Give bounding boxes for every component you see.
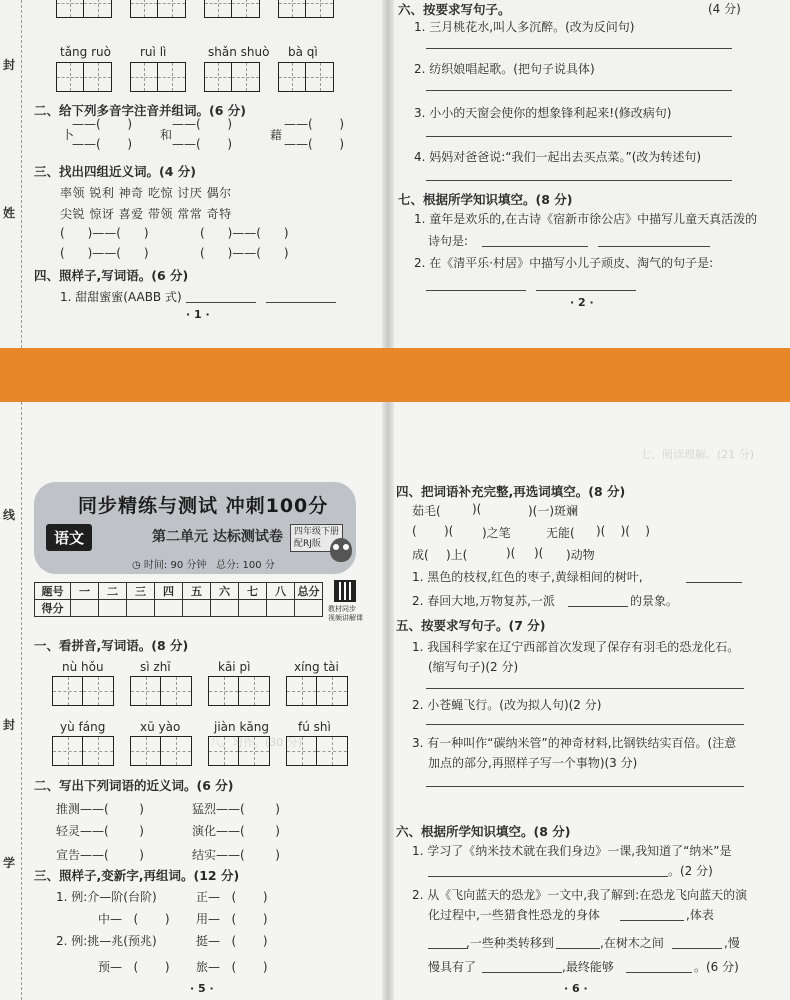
gutter-char: 姓 — [3, 206, 16, 220]
page-number: · 5 · — [190, 982, 214, 995]
answer-line[interactable] — [482, 246, 588, 247]
score-row-label: 得分 — [35, 600, 71, 617]
section-heading: 三、照样子,变新字,再组词。(12 分) — [34, 868, 240, 883]
page-number: · 2 · — [570, 296, 594, 309]
example-text: 1. 例:介—阶(台阶) — [56, 890, 157, 904]
synonym-prompt[interactable] — [56, 846, 144, 863]
score-cell[interactable] — [71, 600, 99, 617]
score-header-cell: 七 — [239, 583, 267, 600]
answer-line[interactable] — [568, 606, 628, 607]
score-cell[interactable] — [211, 600, 239, 617]
series-title: 同步精练与测试 冲刺100分 — [78, 495, 329, 517]
answer-line[interactable] — [186, 302, 256, 303]
score-header-cell: 八 — [267, 583, 295, 600]
question-text: ,慢 — [724, 936, 740, 950]
tian-box[interactable] — [208, 676, 270, 706]
close-paren: ) — [262, 934, 268, 948]
question-text: 1. 黑色的枝杈,红色的枣子,黄绿相间的树叶, — [412, 570, 643, 584]
question-text: 2. 纺织娘唱起歌。(把句子说具体) — [414, 62, 595, 76]
word-row: 尖锐 惊讶 喜爱 带领 常常 奇特 — [60, 207, 232, 221]
pinyin-label: bà qì — [288, 45, 318, 59]
question-text: 4. 妈妈对爸爸说:“我们一起出去买点菜。”(改为转述句) — [414, 150, 702, 164]
answer-pair[interactable]: ( )——( ) — [200, 246, 289, 260]
question-text: ,一些种类转移到 — [466, 936, 554, 950]
synonym-word: 演化——( — [192, 824, 245, 838]
section-heading: 二、给下列多音字注音并组词。(6 分) — [34, 103, 246, 118]
section-heading: 七、根据所学知识填空。(8 分) — [398, 192, 573, 207]
qr-code-icon[interactable] — [334, 580, 356, 602]
question-text: 慢具有了 — [428, 960, 477, 974]
answer-line[interactable] — [672, 948, 722, 949]
answer-paren[interactable]: ——( ) — [284, 137, 345, 151]
close-paren: ) — [275, 848, 280, 862]
score-cell[interactable] — [183, 600, 211, 617]
page-number: · 6 · — [564, 982, 588, 995]
answer-line[interactable] — [536, 290, 636, 291]
question-text: 加点的部分,再照样子写一个事物)(3 分) — [428, 756, 638, 770]
synonym-prompt[interactable] — [56, 800, 144, 817]
tian-box[interactable] — [204, 62, 260, 92]
section-heading: 五、按要求写句子。(7 分) — [396, 618, 546, 633]
score-cell[interactable] — [155, 600, 183, 617]
question-text: 2. 在《清平乐·村居》中描写小儿子顽皮、淘气的句子是: — [414, 256, 714, 270]
tian-box[interactable] — [130, 676, 192, 706]
score-header-row — [35, 583, 323, 600]
qr-caption: 教材同步 视频讲解课 — [328, 605, 363, 622]
time-limit: ◷ 时间: 90 分钟 — [132, 560, 207, 571]
total-score: 总分: 100 分 — [216, 560, 275, 571]
idiom-text: )( — [506, 546, 516, 560]
answer-paren[interactable]: ——( ) — [284, 117, 345, 131]
close-paren: ) — [139, 848, 144, 862]
question-text: 2. 从《飞向蓝天的恐龙》一文中,我了解到:在恐龙飞向蓝天的演 — [412, 888, 748, 902]
section-heading: 三、找出四组近义词。(4 分) — [34, 164, 196, 179]
pinyin-label: xū yào — [140, 720, 181, 734]
section-heading: 六、按要求写句子。 — [398, 2, 511, 17]
close-paren: ) — [262, 890, 268, 904]
idiom-text: 无能( — [546, 526, 575, 540]
question-text: 。(2 分) — [668, 864, 713, 878]
question-text: 1. 三月桃花水,叫人多沉醉。(改为反问句) — [414, 20, 635, 34]
synonym-word: 宣告——( — [56, 848, 109, 862]
close-paren: ) — [139, 802, 144, 816]
binding-gutter — [0, 402, 22, 1000]
tian-box[interactable] — [278, 0, 334, 18]
synonym-prompt[interactable] — [192, 822, 280, 839]
score-cell[interactable] — [267, 600, 295, 617]
answer-line[interactable] — [626, 972, 692, 973]
page-number: · 1 · — [186, 308, 210, 321]
score-header-cell: 六 — [211, 583, 239, 600]
close-paren: ) — [275, 824, 280, 838]
answer-line[interactable] — [620, 920, 684, 921]
owl-mascot-icon — [330, 538, 352, 562]
close-paren: ) — [139, 824, 144, 838]
question-text: 1. 甜甜蜜蜜(AABB 式) — [60, 290, 182, 304]
synonym-word: 结实——( — [192, 848, 245, 862]
idiom-text: )(一)斑斓 — [528, 504, 579, 518]
idiom-text: )( — [534, 546, 544, 560]
open-paren: ( — [133, 960, 139, 974]
gutter-char: 学 — [3, 856, 16, 870]
question-text: 3. 有一种叫作“碳纳米管”的神奇材料,比钢铁结实百倍。(注意 — [412, 736, 737, 750]
synonym-word: 轻灵——( — [56, 824, 109, 838]
question-text: 2. 小苍蝇飞行。(改为拟人句)(2 分) — [412, 698, 602, 712]
score-cell[interactable] — [295, 600, 323, 617]
synonym-prompt[interactable] — [56, 822, 144, 839]
unit-title: 第二单元 达标测试卷 — [152, 529, 283, 545]
answer-line[interactable] — [426, 688, 744, 689]
open-paren: ( — [231, 934, 237, 948]
tian-box[interactable] — [204, 0, 260, 18]
question-text: 1. 童年是欢乐的,在古诗《宿新市徐公店》中描写儿童天真活泼的 — [414, 212, 758, 226]
tian-box[interactable] — [56, 0, 112, 18]
open-paren: ( — [231, 890, 237, 904]
pinyin-label: xíng tài — [294, 660, 339, 674]
base-char: 用— — [196, 912, 221, 926]
close-paren: ) — [262, 960, 268, 974]
question-text: 3. 小小的天窗会使你的想象锋利起来!(修改病句) — [414, 106, 672, 120]
page-fold — [382, 402, 394, 1000]
synonym-prompt[interactable] — [192, 800, 280, 817]
score-table — [34, 582, 323, 617]
gutter-char: 封 — [3, 718, 16, 732]
subject-badge: 语文 — [46, 524, 92, 551]
pinyin-label: shǎn shuò — [208, 45, 270, 59]
score-note: (4 分) — [708, 2, 741, 16]
answer-line[interactable] — [426, 180, 732, 181]
idiom-text: )( — [444, 524, 454, 538]
tian-box[interactable] — [286, 676, 348, 706]
base-char: 旅— — [196, 960, 221, 974]
tian-box[interactable] — [52, 736, 114, 766]
pinyin-label: nù hǒu — [62, 660, 104, 674]
question-text: 。(6 分) — [694, 960, 739, 974]
binding-gutter — [0, 0, 22, 348]
score-header-cell: 五 — [183, 583, 211, 600]
idiom-text: 茹毛( — [412, 504, 441, 518]
answer-line[interactable] — [598, 246, 710, 247]
base-char: 挺— — [196, 934, 221, 948]
answer-line[interactable] — [426, 48, 732, 49]
pinyin-label: sì zhī — [140, 660, 171, 674]
answer-line[interactable] — [266, 302, 336, 303]
base-char: 正— — [196, 890, 221, 904]
tian-box[interactable] — [278, 62, 334, 92]
polyphone-char: 卜 — [62, 128, 75, 142]
char-prompt[interactable] — [98, 958, 170, 975]
score-header-cell: 二 — [99, 583, 127, 600]
gutter-char: 封 — [3, 58, 16, 72]
edition-line: 配RJ版 — [294, 539, 321, 549]
answer-line[interactable] — [426, 136, 732, 137]
idiom-text: )动物 — [566, 548, 595, 562]
answer-line[interactable] — [556, 948, 600, 949]
tian-box[interactable] — [130, 0, 186, 18]
question-text: ,体表 — [686, 908, 714, 922]
answer-pair[interactable]: ( )——( ) — [60, 226, 149, 240]
bleed-through-text: 八、习作。(30 分) — [210, 736, 303, 749]
grade-line: 四年级下册 — [294, 527, 340, 537]
open-paren: ( — [133, 912, 139, 926]
question-text: (缩写句子)(2 分) — [428, 660, 519, 674]
question-text: ,最终能够 — [562, 960, 614, 974]
score-cell[interactable] — [239, 600, 267, 617]
answer-line[interactable] — [426, 724, 744, 725]
question-text: 化过程中,一些猎食性恐龙的身体 — [428, 908, 600, 922]
section-heading: 四、把词语补充完整,再选词填空。(8 分) — [396, 484, 626, 499]
open-paren: ( — [231, 960, 237, 974]
bottom-exam-sheet — [0, 402, 790, 1000]
question-text: 的景象。 — [630, 594, 679, 608]
pinyin-label: kāi pì — [218, 660, 251, 674]
question-text: ,在树木之间 — [600, 936, 664, 950]
answer-line[interactable] — [686, 582, 742, 583]
idiom-text: )( )( ) — [596, 524, 650, 538]
tian-box[interactable] — [286, 736, 348, 766]
answer-paren[interactable]: ——( ) — [72, 137, 133, 151]
tian-box[interactable] — [208, 736, 270, 766]
score-header-cell: 题号 — [35, 583, 71, 600]
question-text: 1. 我国科学家在辽宁西部首次发现了保存有羽毛的恐龙化石。 — [412, 640, 740, 654]
base-char: 预— — [98, 960, 123, 974]
section-heading: 一、看拼音,写词语。(8 分) — [34, 638, 189, 653]
score-cell[interactable] — [127, 600, 155, 617]
tian-box[interactable] — [52, 676, 114, 706]
pinyin-label: yù fáng — [60, 720, 106, 734]
gutter-char: 线 — [3, 508, 16, 522]
answer-line[interactable] — [428, 948, 468, 949]
close-paren: ) — [164, 960, 170, 974]
close-paren: ) — [262, 912, 268, 926]
synonym-prompt[interactable] — [192, 846, 280, 863]
section-heading: 二、写出下列词语的近义词。(6 分) — [34, 778, 234, 793]
idiom-text: 成( — [412, 548, 429, 562]
score-header-cell: 三 — [127, 583, 155, 600]
idiom-text: ( — [412, 524, 417, 538]
answer-paren[interactable]: ——( ) — [72, 117, 133, 131]
tian-box[interactable] — [130, 736, 192, 766]
idiom-text: )上( — [446, 548, 468, 562]
synonym-word: 猛烈——( — [192, 802, 245, 816]
idiom-text: )之笔 — [482, 526, 511, 540]
close-paren: ) — [164, 912, 170, 926]
char-prompt[interactable] — [196, 888, 268, 905]
page-fold — [382, 0, 394, 348]
char-prompt[interactable] — [196, 910, 268, 927]
polyphone-char: 和 — [160, 128, 173, 142]
answer-line[interactable] — [428, 876, 668, 877]
idiom-text: )( — [472, 502, 482, 516]
tian-box[interactable] — [130, 62, 186, 92]
score-header-cell: 四 — [155, 583, 183, 600]
score-cell[interactable] — [99, 600, 127, 617]
answer-line[interactable] — [482, 972, 562, 973]
answer-line[interactable] — [426, 786, 744, 787]
bleed-through-text: 七、阅读理解。(21 分) — [640, 448, 755, 461]
close-paren: ) — [275, 802, 280, 816]
open-paren: ( — [231, 912, 237, 926]
char-prompt[interactable] — [196, 958, 268, 975]
top-exam-sheet — [0, 0, 790, 348]
section-heading: 四、照样子,写词语。(6 分) — [34, 268, 189, 283]
test-banner — [34, 482, 356, 574]
answer-pair[interactable]: ( )——( ) — [60, 246, 149, 260]
char-prompt[interactable] — [196, 932, 268, 949]
pinyin-label: tǎng ruò — [60, 45, 111, 59]
synonym-word: 推测——( — [56, 802, 109, 816]
score-header-cell: 总分 — [295, 583, 323, 600]
pinyin-label: fú shì — [298, 720, 331, 734]
example-text: 2. 例:挑—兆(预兆) — [56, 934, 157, 948]
question-text: 诗句是: — [428, 234, 469, 248]
section-heading: 六、根据所学知识填空。(8 分) — [396, 824, 571, 839]
word-row: 率领 锐利 神奇 吃惊 讨厌 偶尔 — [60, 186, 232, 200]
answer-paren[interactable]: ——( ) — [172, 137, 233, 151]
polyphone-char: 藉 — [270, 128, 283, 142]
score-row — [35, 600, 323, 617]
answer-line[interactable] — [426, 90, 732, 91]
question-text: 2. 春回大地,万物复苏,一派 — [412, 594, 555, 608]
question-text: 1. 学习了《纳米技术就在我们身边》一课,我知道了“纳米”是 — [412, 844, 732, 858]
pinyin-label: jiàn kāng — [214, 720, 269, 734]
score-header-cell: 一 — [71, 583, 99, 600]
answer-line[interactable] — [426, 290, 526, 291]
char-prompt[interactable] — [98, 910, 170, 927]
pinyin-label: ruì lì — [140, 45, 167, 59]
tian-box[interactable] — [56, 62, 112, 92]
answer-pair[interactable]: ( )——( ) — [200, 226, 289, 240]
base-char: 中— — [98, 912, 123, 926]
answer-paren[interactable]: ——( ) — [172, 117, 233, 131]
